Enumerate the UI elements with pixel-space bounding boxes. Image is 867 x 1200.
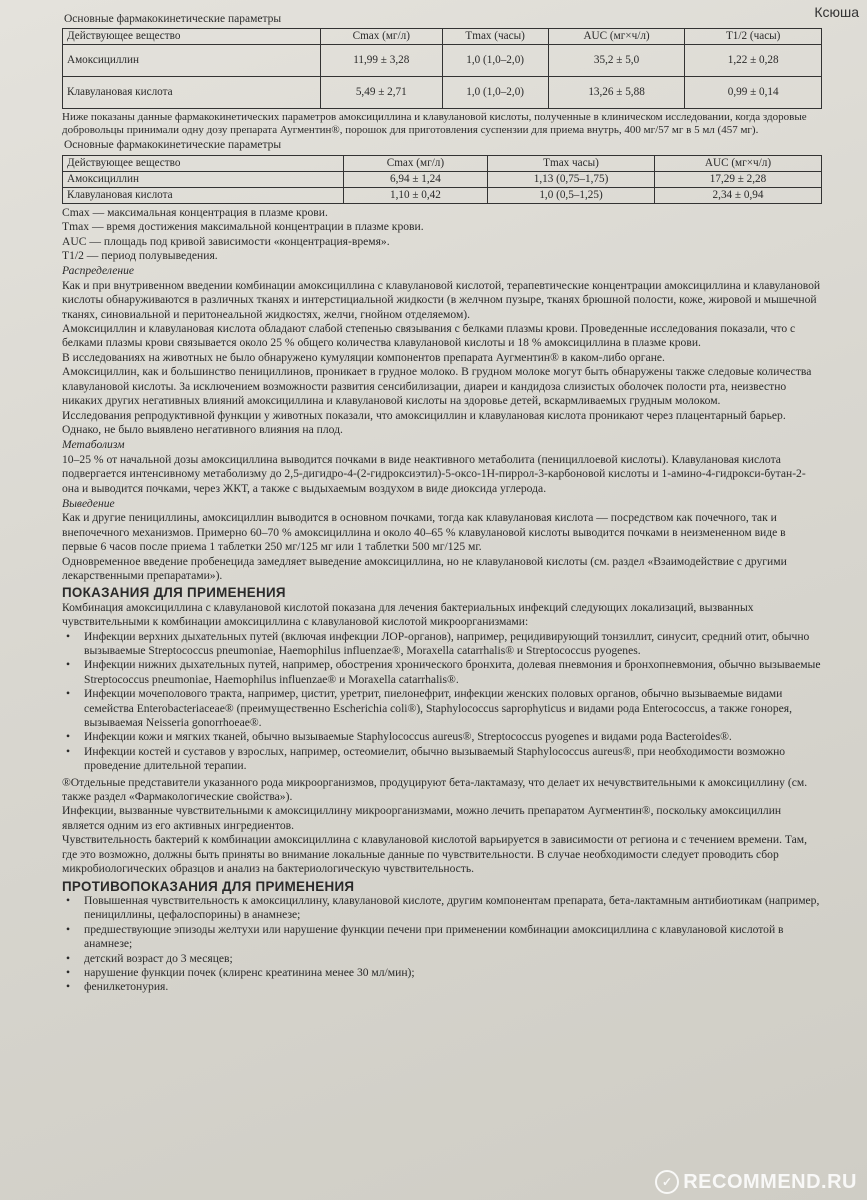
subsection-title: Метаболизм <box>62 438 125 452</box>
table-cell: 11,99 ± 3,28 <box>321 45 442 77</box>
legend-item: Cmax — максимальная концентрация в плазме крови. <box>62 205 328 219</box>
paragraph: Амоксициллин, как и большинство пенициллинов, проникает в грудное молоко. В грудном молоке могут быть обнаружены также следовые количества клавулановой кислоты. За исключением возможности развития сенсибилизации, диареи и кандидоза слизистых оболочек полости рта, неизвестно никаких других негативных влияний амоксициллина и клавулановой кислоты на здоровье детей, вскармливаемых грудным молоком. <box>62 365 812 408</box>
table-row <box>63 77 822 109</box>
table-cell: Клавулановая кислота <box>63 187 344 203</box>
paragraph: Амоксициллин и клавулановая кислота обладают слабой степенью связывания с белками плазмы крови. Проведенные исследования показали, что с белками плазмы крови связывается около 25 % общего количества клавулановой кислоты и 18 % амоксициллина в плазме крови. <box>62 322 796 350</box>
table-header: Cmax (мг/л) <box>321 29 442 45</box>
abbreviation-legend <box>62 206 822 264</box>
table2-intro: Ниже показаны данные фармакокинетических параметров амоксициллина и клавулановой кислоты, полученные в клиническом исследовании, когда здоровые добровольцы принимали одну дозу препарата Аугментин®, порошок для приготовления суспензии для приема внутрь, 400 мг/57 мг в 5 мл (457 мг). <box>62 111 807 137</box>
paragraph: Комбинация амоксициллина с клавулановой кислотой показана для лечения бактериальных инфекций следующих локализаций, вызванных чувствительными к комбинации амоксициллина с клавулановой кислотой микроорганизмами: <box>62 600 754 629</box>
table-header: AUC (мг×ч/л) <box>548 29 685 45</box>
table2-caption: Основные фармакокинетические параметры <box>64 139 282 152</box>
table-cell: 0,99 ± 0,14 <box>685 77 822 109</box>
table-header-row <box>63 29 822 45</box>
table-cell: 5,49 ± 2,71 <box>321 77 442 109</box>
list-item: • фенилкетонурия. <box>62 980 822 994</box>
section-title-contraindications: ПРОТИВОПОКАЗАНИЯ ДЛЯ ПРИМЕНЕНИЯ <box>62 878 355 894</box>
table-row <box>63 187 822 203</box>
footnote: ®Отдельные представители указанного рода микроорганизмов, продуцируют бета-лактамазу, что делает их нечувствительными к амоксициллину (см. также раздел «Фармакологические свойства»). <box>62 775 808 804</box>
table-cell: Амоксициллин <box>63 171 344 187</box>
list-item: • предшествующие эпизоды желтухи или нарушение функции печени при применении комбинации амоксициллина с клавулановой кислотой в анамнезе; <box>62 923 822 952</box>
table-cell: 1,22 ± 0,28 <box>685 45 822 77</box>
legend-item: AUC — площадь под кривой зависимости «концентрация-время». <box>62 234 390 248</box>
table-cell: 2,34 ± 0,94 <box>655 187 822 203</box>
subsection-title: Распределение <box>62 264 135 278</box>
table-header: Действующее вещество <box>63 155 344 171</box>
pk-table-2 <box>62 155 822 204</box>
table-header: AUC (мг×ч/л) <box>655 155 822 171</box>
paragraph: Одновременное введение пробенецида замедляет выведение амоксициллина, но не клавулановой кислоты (см. раздел «Взаимодействие с другими лекарственными препаратами»). <box>62 554 787 582</box>
list-item: • Инфекции верхних дыхательных путей (включая инфекции ЛОР-органов), например, рецидивирующий тонзиллит, синусит, средний отит, обычно вызываемые Streptococcus pneumoniae, Haemophilus influenzae®, Moraxella catarrhalis® и Streptococcus pyogenes. <box>62 630 822 659</box>
author-watermark: Ксюша <box>814 4 859 20</box>
table-cell: 6,94 ± 1,24 <box>343 171 487 187</box>
table-cell: Амоксициллин <box>63 45 321 77</box>
subsection-title: Выведение <box>62 496 115 510</box>
table-cell: 1,0 (1,0–2,0) <box>442 77 548 109</box>
table-row <box>63 45 822 77</box>
table-cell: 1,0 (1,0–2,0) <box>442 45 548 77</box>
table1-caption: Основные фармакокинетические параметры <box>64 13 282 25</box>
list-item: • Инфекции мочеполового тракта, например, цистит, уретрит, пиелонефрит, инфекции женских половых органов, обычно вызываемые видами семейства Enterobacteriaceae® (преимущественно Escherichia coli®), Staphylococcus saprophyticus и видами рода Enterococcus, а также гонорея, вызываемая Neisseria gonorrhoeae®. <box>62 687 822 730</box>
section-title-indications: ПОКАЗАНИЯ ДЛЯ ПРИМЕНЕНИЯ <box>62 585 286 601</box>
paragraph: Исследования репродуктивной функции у животных показали, что амоксициллин и клавулановая кислота проникают через плацентарный барьер. Однако, не было выявлено негативного влияния на плод. <box>62 408 786 436</box>
indications-list <box>62 630 822 774</box>
table-cell: 1,10 ± 0,42 <box>343 187 487 203</box>
site-watermark-text: RECOMMEND.RU <box>683 1170 857 1193</box>
table-cell: Клавулановая кислота <box>63 77 321 109</box>
table-header: Tmax (часы) <box>442 29 548 45</box>
legend-item: Tmax — время достижения максимальной концентрации в плазме крови. <box>62 220 424 234</box>
list-item: • Инфекции нижних дыхательных путей, например, обострения хронического бронхита, долевая пневмония и бронхопневмония, обычно вызываемые Streptococcus pneumoniae, Haemophilus influenzae® и Moraxella catarrhalis®. <box>62 658 822 687</box>
list-item: • детский возраст до 3 месяцев; <box>62 952 822 966</box>
table-row <box>63 171 822 187</box>
table-cell: 1,13 (0,75–1,75) <box>488 171 655 187</box>
table-cell: 13,26 ± 5,88 <box>548 77 685 109</box>
table-header-row <box>63 155 822 171</box>
table-header: T1/2 (часы) <box>685 29 822 45</box>
document-body <box>62 12 822 995</box>
paragraph: Как и другие пенициллины, амоксициллин выводится в основном почками, тогда как клавулановая кислота — посредством как почечного, так и внепочечного механизмов. Примерно 60–70 % амоксициллина и около 40–65 % клавулановой кислоты выводится почками в неизмененном виде в первые 6 часов после приема 1 таблетки 250 мг/125 мг или 1 таблетки 500 мг/125 мг. <box>62 511 786 554</box>
paragraph: Инфекции, вызванные чувствительными к амоксициллину микроорганизмами, можно лечить препаратом Аугментин®, поскольку амоксициллин является одним из его активных ингредиентов. <box>62 804 782 832</box>
table-cell: 17,29 ± 2,28 <box>655 171 822 187</box>
list-item: • Повышенная чувствительность к амоксициллину, клавулановой кислоте, другим компонентам препарата, бета-лактамным антибиотикам (например, пенициллины, цефалоспорины) в анамнезе; <box>62 894 822 923</box>
paragraph: В исследованиях на животных не было обнаружено кумуляции компонентов препарата Аугментин® в каком-либо органе. <box>62 350 665 364</box>
pk-table-1 <box>62 28 822 109</box>
list-item: • нарушение функции почек (клиренс креатинина менее 30 мл/мин); <box>62 966 822 980</box>
paragraph: 10–25 % от начальной дозы амоксициллина выводится почками в виде неактивного метаболита (пенициллоевой кислоты). Клавулановая кислота подвергается интенсивному метаболизму до 2,5-дигидро-4-(2-гидроксиэтил)-5-оксо-1Н-пиррол-3-карбоновой кислоты и 1-амино-4-гидрокси-бутан-2-она и выводится почками, через ЖКТ, а также с выдыхаемым воздухом в виде диоксида углерода. <box>62 452 806 495</box>
table-header: Tmax часы) <box>488 155 655 171</box>
site-watermark <box>655 1170 857 1194</box>
table-header: Действующее вещество <box>63 29 321 45</box>
paragraph: Как и при внутривенном введении комбинации амоксициллина с клавулановой кислотой, терапевтические концентрации амоксициллина и клавулановой кислоты обнаруживаются в различных тканях и интерстициальной жидкости (в желчном пузыре, тканях брюшной полости, коже, жировой и мышечной тканях, синовиальной и перитонеальной жидкостях, желчи, гнойном отделяемом). <box>62 278 821 321</box>
list-item: • Инфекции костей и суставов у взрослых, например, остеомиелит, обычно вызываемый Staphylococcus aureus®, при необходимости возможно проведение длительной терапии. <box>62 745 822 774</box>
table-cell: 1,0 (0,5–1,25) <box>488 187 655 203</box>
table-cell: 35,2 ± 5,0 <box>548 45 685 77</box>
table-header: Cmax (мг/л) <box>343 155 487 171</box>
legend-item: T1/2 — период полувыведения. <box>62 249 218 263</box>
paragraph: Чувствительность бактерий к комбинации амоксициллина с клавулановой кислотой варьируется в зависимости от региона и с течением времени. Там, где это возможно, должны быть приняты во внимание локальные данные по чувствительности. В случае необходимости следует проводить сбор микробиологических образцов и анализ на бактериологическую чувствительность. <box>62 833 808 876</box>
list-item: • Инфекции кожи и мягких тканей, обычно вызываемые Staphylococcus aureus®, Streptococcus pyogenes и видами рода Bacteroides®. <box>62 730 822 744</box>
contraindications-list <box>62 894 822 995</box>
recommend-logo-icon: ✓ <box>655 1170 679 1194</box>
